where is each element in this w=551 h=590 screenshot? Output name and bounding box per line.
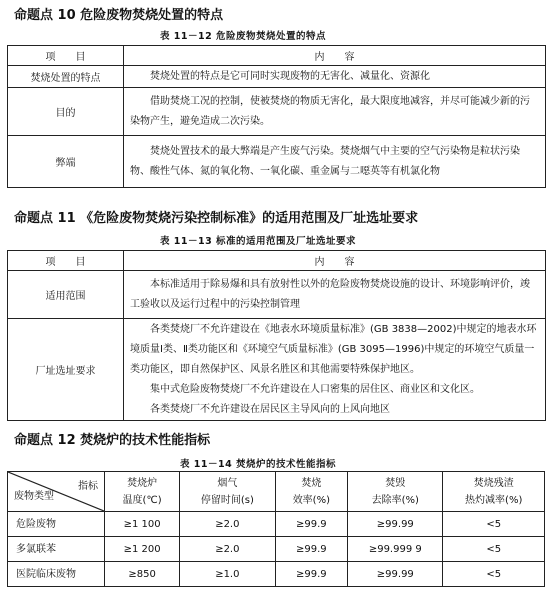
table-caption-11-12: 表 11－12 危险废物焚烧处置的特点 <box>160 31 327 42</box>
table-header-row <box>8 472 545 512</box>
table-row <box>8 88 546 136</box>
table-caption-11-14: 表 11－14 焚烧炉的技术性能指标 <box>180 459 337 470</box>
table-11-13 <box>7 250 546 421</box>
col-header-temperature: 焚烧炉 温度(℃) <box>105 472 180 512</box>
col-header-residence-time: 烟气 停留时间(s) <box>180 472 275 512</box>
diagonal-header-cell <box>8 472 105 512</box>
value-cell: ≥2.0 <box>180 512 275 537</box>
header-item: 项 目 <box>8 46 124 66</box>
value-cell: <5 <box>443 537 545 562</box>
content-text: 集中式危险废物焚烧厂不允许建设在人口密集的居住区、商业区和文化区。 <box>150 383 480 395</box>
value-cell: ≥99.9 <box>275 537 348 562</box>
content-text: 各类焚烧厂不允许建设在《地表水环境质量标准》(GB 3838—2002)中规定的地表水环境质量Ⅰ类、Ⅱ类功能区和《环境空气质量标准》(GB 3095—1996)中规定的环境空气质量一类功能区，即自然保护区、风景名胜区和其他需要特殊保护地区。 <box>130 323 537 375</box>
table-row <box>8 271 546 319</box>
table-row <box>8 512 545 537</box>
row-content <box>124 271 546 319</box>
content-text: 各类焚烧厂不允许建设在居民区主导风向的上风向地区 <box>150 403 390 415</box>
section-heading-10: 命题点 10 危险废物焚烧处置的特点 <box>14 8 224 23</box>
table-row <box>8 562 545 587</box>
col-header-efficiency: 焚烧 效率(%) <box>275 472 348 512</box>
value-cell: <5 <box>443 512 545 537</box>
value-cell: ≥99.99 <box>348 512 443 537</box>
header-item: 项 目 <box>8 251 124 271</box>
row-item: 焚烧处置的特点 <box>8 66 124 88</box>
diag-label-metric: 指标 <box>78 481 98 492</box>
row-item: 厂址选址要求 <box>8 319 124 421</box>
table-row <box>8 319 546 421</box>
diag-label-waste-type: 废物类型 <box>14 491 54 502</box>
value-cell: <5 <box>443 562 545 587</box>
header-content: 内 容 <box>124 46 546 66</box>
value-cell: ≥1 200 <box>105 537 180 562</box>
row-content <box>124 66 546 88</box>
row-content <box>124 88 546 136</box>
value-cell: ≥99.9 <box>275 562 348 587</box>
row-content <box>124 319 546 421</box>
table-11-14 <box>7 471 545 587</box>
table-row <box>8 136 546 188</box>
content-text: 本标准适用于除易爆和具有放射性以外的危险废物焚烧设施的设计、环境影响评价，竣工验收以及运行过程中的污染控制管理 <box>130 278 530 310</box>
section-heading-11: 命题点 11 《危险废物焚烧污染控制标准》的适用范围及厂址选址要求 <box>14 211 419 226</box>
value-cell: ≥1.0 <box>180 562 275 587</box>
value-cell: ≥99.999 9 <box>348 537 443 562</box>
value-cell: ≥99.9 <box>275 512 348 537</box>
content-text: 借助焚烧工况的控制，使被焚烧的物质无害化，最大限度地减容，并尽可能减少新的污染物产生，避免造成二次污染。 <box>130 95 530 127</box>
content-text: 焚烧处置的特点是它可同时实现废物的无害化、减量化、资源化 <box>150 70 430 82</box>
value-cell: ≥2.0 <box>180 537 275 562</box>
value-cell: ≥850 <box>105 562 180 587</box>
header-content: 内 容 <box>124 251 546 271</box>
content-text: 焚烧处置技术的最大弊端是产生废气污染。焚烧烟气中主要的空气污染物是粒状污染物、酸性气体、氮的氧化物、一氧化碳、重金属与二噁英等有机氯化物 <box>130 145 520 177</box>
row-content <box>124 136 546 188</box>
waste-type-cell: 医院临床废物 <box>8 562 105 587</box>
row-item: 目的 <box>8 88 124 136</box>
waste-type-cell: 危险废物 <box>8 512 105 537</box>
table-header-row <box>8 251 546 271</box>
table-row <box>8 66 546 88</box>
table-caption-11-13: 表 11－13 标准的适用范围及厂址选址要求 <box>160 236 357 247</box>
section-heading-12: 命题点 12 焚烧炉的技术性能指标 <box>14 433 211 448</box>
col-header-removal-rate: 焚毁 去除率(%) <box>348 472 443 512</box>
value-cell: ≥99.99 <box>348 562 443 587</box>
waste-type-cell: 多氯联苯 <box>8 537 105 562</box>
row-item: 弊端 <box>8 136 124 188</box>
row-item: 适用范围 <box>8 271 124 319</box>
value-cell: ≥1 100 <box>105 512 180 537</box>
table-11-12 <box>7 45 546 188</box>
table-row <box>8 537 545 562</box>
table-header-row <box>8 46 546 66</box>
col-header-loss-on-ignition: 焚烧残渣 热灼减率(%) <box>443 472 545 512</box>
